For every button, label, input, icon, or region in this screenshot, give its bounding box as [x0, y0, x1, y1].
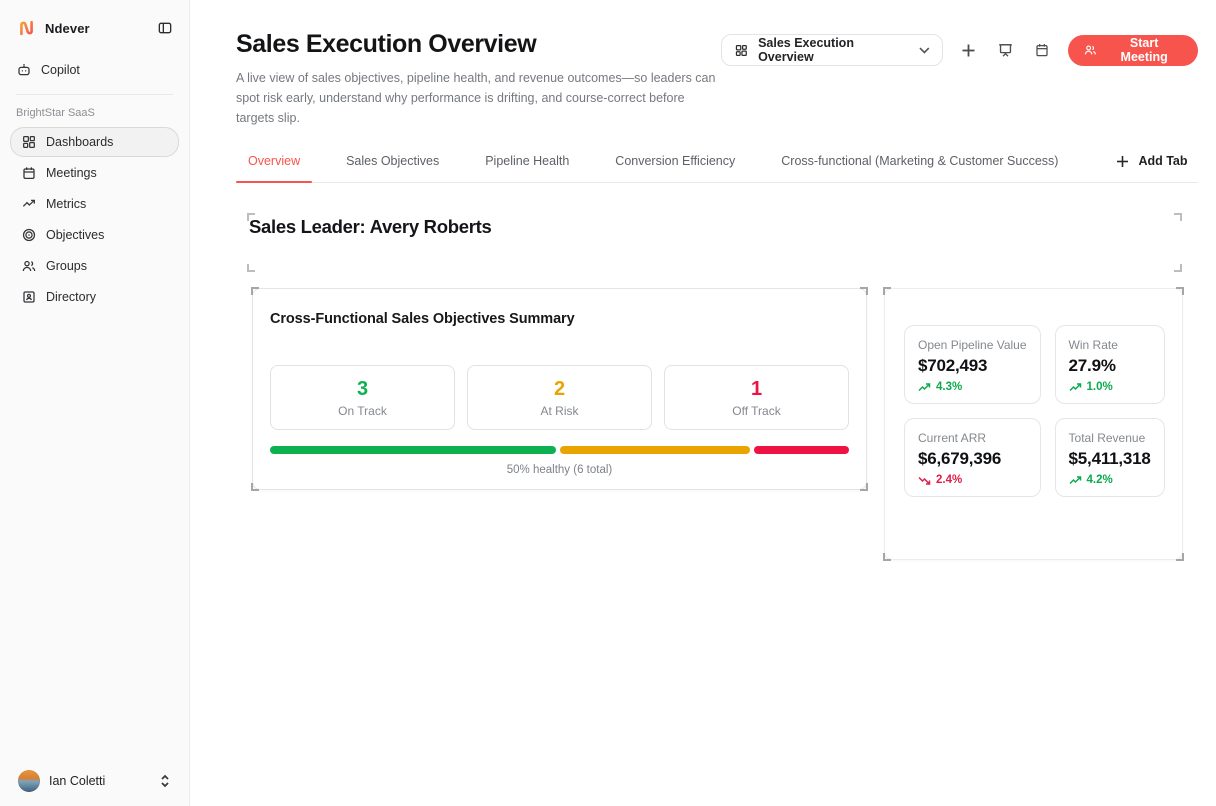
avatar	[18, 770, 40, 792]
sidebar-item-dashboards[interactable]	[10, 127, 179, 157]
dashboard-selector[interactable]	[721, 34, 942, 66]
widget-corner-mark	[251, 287, 259, 295]
sidebar-item-label: Directory	[46, 290, 97, 304]
tab-conversion-efficiency[interactable]: Conversion Efficiency	[615, 154, 736, 168]
progress-caption: 50% healthy (6 total)	[506, 464, 613, 476]
dashboards-icon	[734, 43, 749, 58]
sidebar-header	[10, 18, 179, 38]
kpi-label: Win Rate	[1068, 338, 1118, 352]
sidebar-item-directory[interactable]	[10, 282, 179, 312]
sidebar-item-groups[interactable]	[10, 251, 179, 281]
widget-corner-mark	[883, 553, 891, 561]
objectives-summary-card[interactable]	[252, 288, 867, 490]
stat-value: 3	[356, 377, 369, 400]
sidebar-item-label: Groups	[46, 259, 87, 273]
health-progress-bar	[270, 446, 849, 454]
stats-row	[270, 365, 849, 430]
groups-icon	[21, 258, 37, 274]
sidebar-item-label: Metrics	[46, 197, 87, 211]
kpi-grid	[904, 325, 1163, 497]
collapse-sidebar-icon[interactable]	[157, 20, 173, 36]
calendar-icon	[1034, 42, 1050, 58]
section-title: Sales Leader: Avery Roberts	[249, 216, 492, 237]
sidebar-item-copilot[interactable]	[10, 54, 179, 86]
metrics-icon	[21, 196, 37, 212]
kpi-label: Open Pipeline Value	[918, 338, 1027, 352]
region-corner-mark	[247, 264, 255, 272]
widgets-row	[252, 288, 1198, 560]
tab-bar	[236, 150, 1198, 183]
tab-overview[interactable]: Overview	[236, 150, 312, 182]
sidebar-item-label: Copilot	[41, 63, 80, 77]
sidebar-item-meetings[interactable]	[10, 158, 179, 188]
dashboards-icon	[21, 134, 37, 150]
app-name: Ndever	[45, 20, 90, 36]
kpi-label: Current ARR	[918, 431, 987, 445]
sidebar-item-label: Meetings	[46, 166, 97, 180]
kpi-value: $702,493	[918, 356, 988, 375]
present-button[interactable]	[994, 39, 1016, 61]
user-menu[interactable]	[10, 758, 179, 806]
kpi-open-pipeline-value	[904, 325, 1041, 404]
people-icon	[1083, 43, 1098, 57]
widget-corner-mark	[883, 287, 891, 295]
kpi-value: $5,411,318	[1068, 449, 1151, 468]
progress-segment-at-risk	[560, 446, 750, 454]
section-header-region	[249, 215, 1180, 270]
trending-down-icon	[918, 476, 931, 485]
progress-segment-off-track	[754, 446, 849, 454]
region-corner-mark	[1174, 264, 1182, 272]
sidebar-item-objectives[interactable]	[10, 220, 179, 250]
widget-corner-mark	[251, 483, 259, 491]
kpi-trend: 1.0%	[1069, 381, 1151, 393]
summary-card-title: Cross-Functional Sales Objectives Summary	[270, 311, 575, 327]
kpi-value: 27.9%	[1068, 356, 1116, 375]
chevron-down-icon	[919, 47, 930, 54]
plus-icon	[961, 43, 976, 58]
stat-value: 1	[750, 377, 763, 400]
copilot-robot-icon	[16, 62, 32, 78]
stat-off-track	[664, 365, 849, 430]
kpi-panel[interactable]	[884, 288, 1183, 560]
widget-corner-mark	[860, 287, 868, 295]
widget-corner-mark	[1176, 287, 1184, 295]
stat-label: On Track	[338, 403, 387, 418]
add-widget-button[interactable]	[958, 39, 980, 61]
workspace-label: BrightStar SaaS	[16, 107, 95, 119]
dashboard-selector-label: Sales Execution Overview	[758, 36, 854, 64]
start-meeting-button[interactable]	[1068, 35, 1198, 66]
chevron-up-down-icon	[159, 774, 171, 788]
page-title: Sales Execution Overview	[236, 30, 537, 58]
stat-value: 2	[553, 377, 566, 400]
trending-up-icon	[918, 383, 931, 392]
page-description: A live view of sales objectives, pipeline health, and revenue outcomes—so leaders can spot risk early, understand why performance is drifting, and course-correct before targets slip.	[236, 71, 716, 125]
progress-segment-on-track	[270, 446, 556, 454]
presentation-icon	[997, 42, 1014, 59]
kpi-trend: 2.4%	[918, 474, 1027, 486]
kpi-win-rate	[1055, 325, 1165, 404]
title-block	[236, 30, 721, 128]
trending-up-icon	[1069, 476, 1082, 485]
kpi-current-arr	[904, 418, 1041, 497]
directory-icon	[21, 289, 37, 305]
tab-sales-objectives[interactable]: Sales Objectives	[346, 154, 440, 168]
objectives-icon	[21, 227, 37, 243]
sidebar	[0, 0, 190, 806]
header-controls	[721, 30, 1198, 66]
kpi-trend: 4.2%	[1069, 474, 1151, 486]
schedule-button[interactable]	[1031, 39, 1053, 61]
stat-label: At Risk	[540, 403, 579, 418]
sidebar-item-label: Objectives	[46, 228, 105, 242]
page-header	[236, 30, 1198, 128]
kpi-total-revenue	[1055, 418, 1165, 497]
sidebar-item-label: Dashboards	[46, 135, 114, 149]
stat-label: Off Track	[732, 403, 781, 418]
plus-icon	[1116, 155, 1129, 168]
add-tab-label: Add Tab	[1138, 154, 1188, 168]
widget-corner-mark	[860, 483, 868, 491]
tab-cross-functional[interactable]: Cross-functional (Marketing & Customer Success)	[781, 154, 1059, 168]
sidebar-item-metrics[interactable]	[10, 189, 179, 219]
kpi-label: Total Revenue	[1068, 431, 1146, 445]
sidebar-divider	[16, 94, 173, 95]
tab-pipeline-health[interactable]: Pipeline Health	[485, 154, 570, 168]
trending-up-icon	[1069, 383, 1082, 392]
kpi-trend: 4.3%	[918, 381, 1027, 393]
stat-on-track	[270, 365, 455, 430]
widget-corner-mark	[1176, 553, 1184, 561]
main-content	[190, 0, 1216, 806]
user-name: Ian Coletti	[49, 774, 106, 788]
meetings-icon	[21, 165, 37, 181]
start-meeting-label: Start Meeting	[1120, 36, 1168, 64]
ndever-logo-icon	[16, 18, 36, 38]
add-tab-button[interactable]	[1092, 150, 1199, 182]
stat-at-risk	[467, 365, 652, 430]
kpi-value: $6,679,396	[918, 449, 1002, 468]
